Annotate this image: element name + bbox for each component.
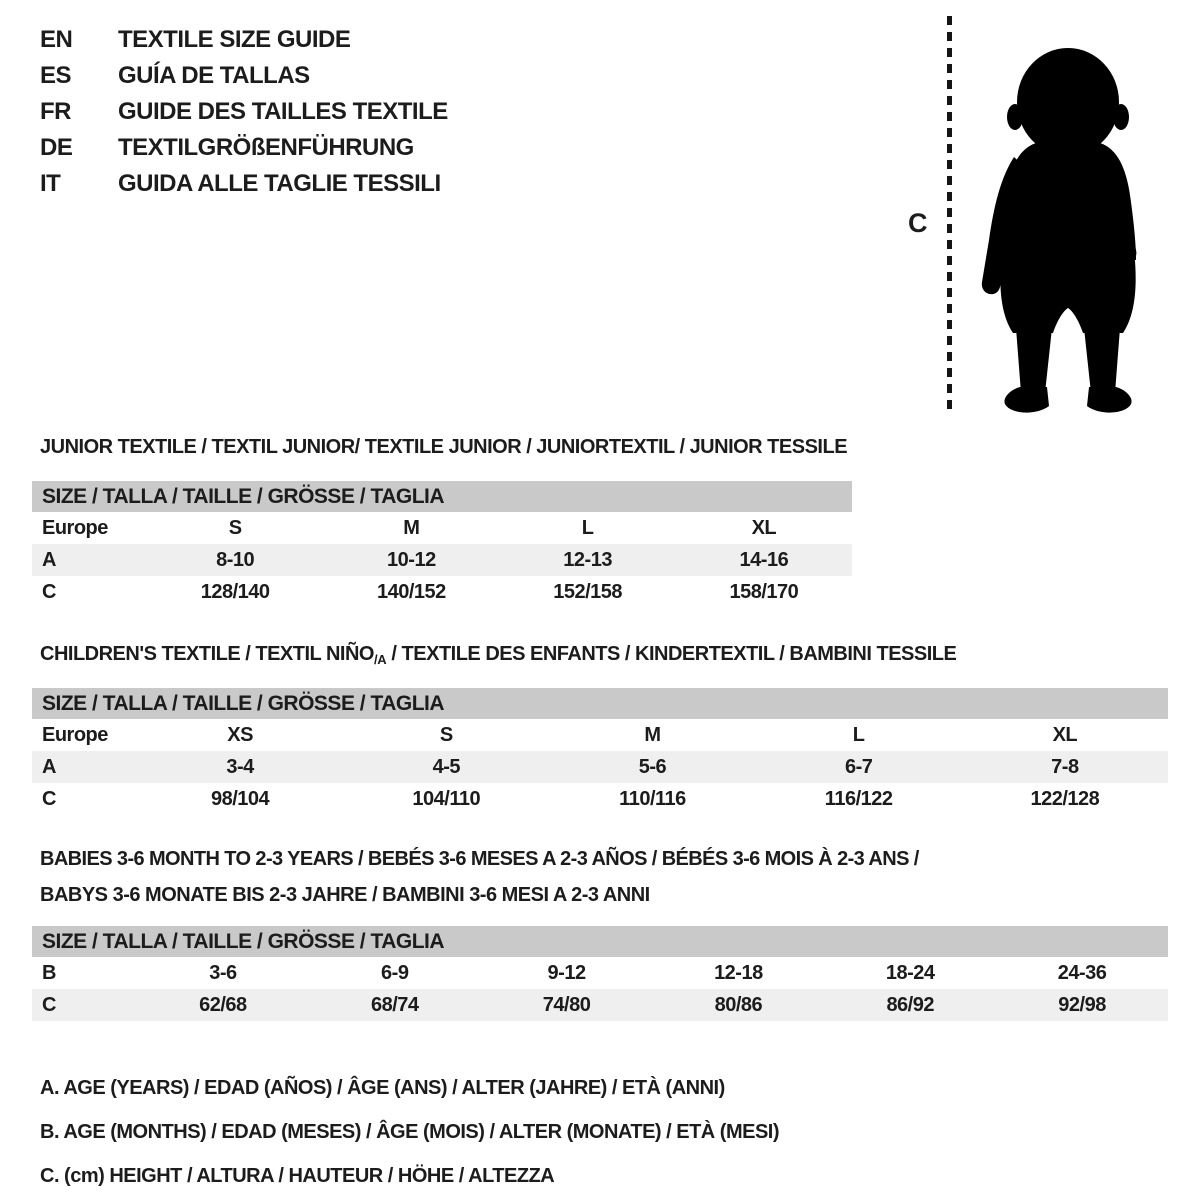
size-cell: 122/128	[1030, 787, 1100, 810]
babies-size-header: SIZE / TALLA / TAILLE / GRÖSSE / TAGLIA	[32, 926, 1168, 957]
size-cell: 10-12	[387, 548, 436, 571]
size-cell: 6-7	[844, 755, 873, 778]
junior-size-table	[32, 512, 852, 608]
babies-section-title-line2: BABYS 3-6 MONATE BIS 2-3 JAHRE / BAMBINI 3-6 MESI A 2-3 ANNI	[40, 884, 650, 906]
children-title-prefix: CHILDREN'S TEXTILE / TEXTIL NIÑO	[40, 643, 374, 665]
language-row	[40, 166, 448, 202]
table-row	[32, 576, 852, 608]
children-title-suffix: / TEXTILE DES ENFANTS / KINDERTEXTIL / BAMBINI TESSILE	[386, 643, 957, 665]
table-row	[32, 719, 1168, 751]
children-size-table	[32, 719, 1168, 815]
size-cell: 140/152	[376, 580, 446, 603]
junior-section-title: JUNIOR TEXTILE / TEXTIL JUNIOR/ TEXTILE JUNIOR / JUNIORTEXTIL / JUNIOR TESSILE	[40, 436, 848, 458]
size-cell: 18-24	[885, 961, 935, 984]
size-cell: 9-12	[547, 961, 586, 984]
language-row	[40, 22, 448, 58]
height-measure-dotted-line	[947, 16, 952, 416]
language-code: DE	[40, 134, 73, 161]
size-cell: 110/116	[619, 787, 686, 810]
row-label: C	[42, 993, 56, 1016]
size-cell: 4-5	[432, 755, 460, 778]
size-cell: 62/68	[199, 993, 247, 1016]
children-section-title	[40, 643, 956, 666]
row-label: Europe	[42, 516, 108, 539]
height-measure-label: C	[908, 208, 927, 238]
language-label: GUIDA ALLE TAGLIE TESSILI	[118, 170, 441, 197]
toddler-silhouette-icon	[968, 45, 1168, 425]
language-label: GUIDE DES TAILLES TEXTILE	[118, 98, 448, 125]
size-cell: 68/74	[370, 993, 419, 1016]
size-cell: 24-36	[1057, 961, 1107, 984]
size-cell: 12-13	[563, 548, 612, 571]
size-cell: L	[852, 723, 865, 746]
legend	[40, 1066, 779, 1198]
language-row	[40, 94, 448, 130]
size-cell: 116/122	[824, 787, 893, 810]
size-cell: XL	[1052, 723, 1078, 746]
size-cell: 152/158	[553, 580, 623, 603]
babies-size-table	[32, 957, 1168, 1021]
size-cell: L	[581, 516, 594, 539]
row-label: C	[42, 787, 56, 810]
legend-line-a: A. AGE (YEARS) / EDAD (AÑOS) / ÂGE (ANS) / ALTER (JAHRE) / ETÀ (ANNI)	[40, 1077, 725, 1099]
legend-line-b: B. AGE (MONTHS) / EDAD (MESES) / ÂGE (MOIS) / ALTER (MONATE) / ETÀ (MESI)	[40, 1121, 780, 1143]
size-cell: 86/92	[886, 993, 934, 1016]
language-code: EN	[40, 26, 73, 53]
size-cell: 6-9	[381, 961, 409, 984]
size-cell: 158/170	[729, 580, 799, 603]
size-cell: S	[228, 516, 242, 539]
babies-section-title-line1: BABIES 3-6 MONTH TO 2-3 YEARS / BEBÉS 3-6 MESES A 2-3 AÑOS / BÉBÉS 3-6 MOIS À 2-3 ANS /	[40, 848, 919, 870]
language-row	[40, 130, 448, 166]
table-row	[32, 512, 852, 544]
table-row	[32, 957, 1168, 989]
size-cell: 3-4	[226, 755, 254, 778]
size-cell: XL	[751, 516, 777, 539]
language-label: TEXTILGRÖßENFÜHRUNG	[118, 134, 414, 161]
language-code: ES	[40, 62, 72, 89]
legend-line-c: C. (cm) HEIGHT / ALTURA / HAUTEUR / HÖHE / ALTEZZA	[40, 1165, 555, 1187]
size-cell: 14-16	[739, 548, 789, 571]
language-row	[40, 58, 448, 94]
size-cell: 104/110	[412, 787, 481, 810]
table-row	[32, 751, 1168, 783]
language-header	[40, 22, 448, 202]
size-cell: 128/140	[200, 580, 270, 603]
language-label: TEXTILE SIZE GUIDE	[118, 26, 351, 53]
size-cell: M	[403, 516, 420, 539]
language-label: GUÍA DE TALLAS	[118, 62, 310, 89]
size-cell: M	[644, 723, 661, 746]
row-label: Europe	[42, 723, 108, 746]
row-label: B	[42, 961, 56, 984]
size-cell: XS	[227, 723, 253, 746]
size-cell: 7-8	[1051, 755, 1079, 778]
table-row	[32, 783, 1168, 815]
size-cell: 5-6	[638, 755, 667, 778]
children-title-subscript: /A	[373, 652, 387, 667]
language-code: IT	[40, 170, 61, 197]
size-cell: 3-6	[209, 961, 237, 984]
size-cell: 92/98	[1058, 993, 1106, 1016]
children-size-header: SIZE / TALLA / TAILLE / GRÖSSE / TAGLIA	[32, 688, 1168, 719]
row-label: A	[42, 755, 56, 778]
row-label: C	[42, 580, 56, 603]
language-code: FR	[40, 98, 71, 125]
size-cell: 74/80	[542, 993, 591, 1016]
table-row	[32, 989, 1168, 1021]
size-cell: 80/86	[714, 993, 763, 1016]
table-row	[32, 544, 852, 576]
junior-size-header: SIZE / TALLA / TAILLE / GRÖSSE / TAGLIA	[32, 481, 852, 512]
size-cell: 8-10	[216, 548, 255, 571]
size-cell: 12-18	[714, 961, 763, 984]
size-cell: 98/104	[211, 787, 270, 810]
size-cell: S	[439, 723, 453, 746]
row-label: A	[42, 548, 56, 571]
